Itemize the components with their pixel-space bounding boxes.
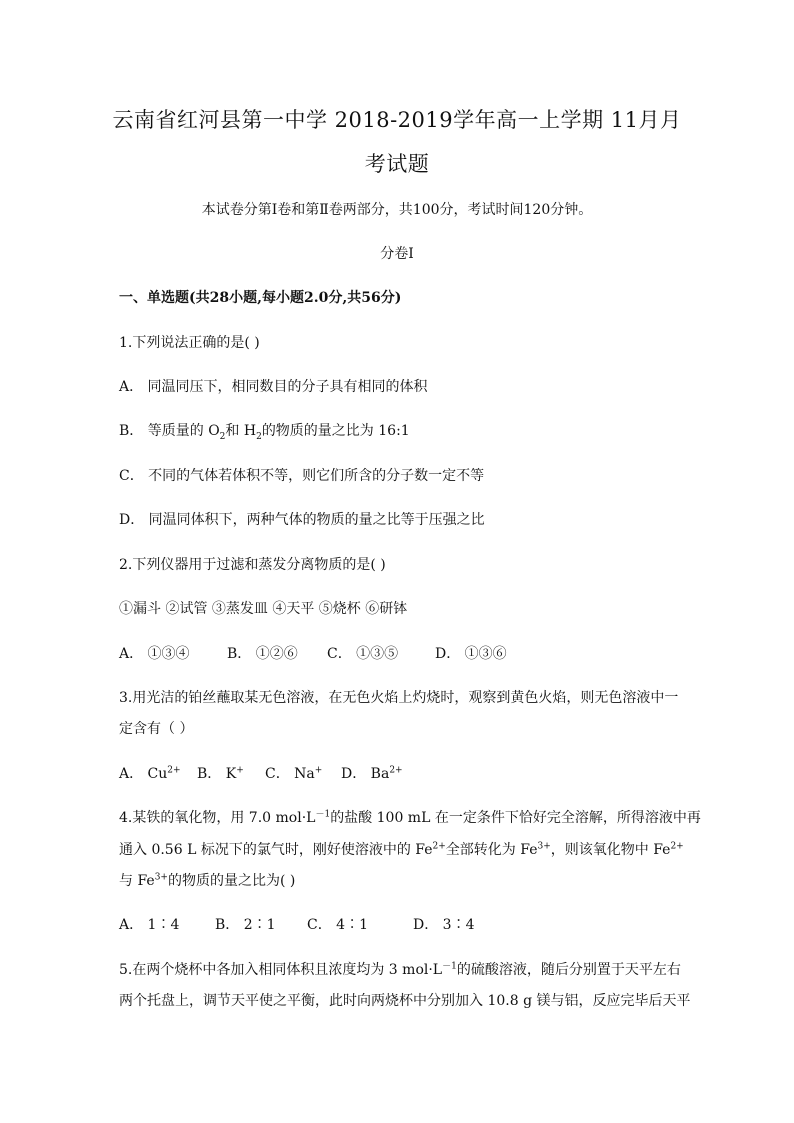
q3-b-text: B． K <box>197 766 237 782</box>
q1-b-pre: B． 等质量的 O <box>119 423 220 439</box>
q1-option-d: D． 同温同体积下，两种气体的物质的量之比等于压强之比 <box>119 512 485 528</box>
q1-stem: 1.下列说法正确的是( ) <box>119 335 260 351</box>
q3-option-c <box>265 764 341 784</box>
q4-l1-sup: －1 <box>315 809 331 820</box>
q3-d-text: D． Ba <box>341 766 390 782</box>
q4-l2-sup1: 2+ <box>432 841 446 852</box>
q4-option-d: D． 3∶4 <box>413 917 475 933</box>
q2-option-d: D． ①③⑥ <box>435 646 507 662</box>
q3-d-sup: 2+ <box>389 765 403 776</box>
exam-title-line2: 考试题 <box>364 152 430 176</box>
q4-l2-pre: 通入 0.56 L 标况下的氯气时，刚好使溶液中的 Fe <box>119 842 433 858</box>
q1-b-sub2: 2 <box>256 431 262 442</box>
q3-a-sup: 2+ <box>167 765 181 776</box>
q3-options <box>119 764 403 784</box>
q2-option-c: C． ①③⑤ <box>327 646 399 662</box>
q1-b-post: 的物质的量之比为 16:1 <box>261 423 410 439</box>
q3-c-sup: + <box>314 765 323 776</box>
q1-b-sub1: 2 <box>219 431 226 442</box>
q4-l3-pre: 与 Fe <box>119 873 155 889</box>
q4-option-a: A． 1∶4 <box>119 917 180 933</box>
q3-b-sup: + <box>236 765 244 776</box>
q3-a-text: A． Cu <box>119 766 168 782</box>
q3-stem-line2: 定含有（ ） <box>119 721 194 737</box>
q4-options <box>119 915 475 935</box>
exam-intro: 本试卷分第Ⅰ卷和第Ⅱ卷两部分，共100分，考试时间120分钟。 <box>201 202 593 218</box>
q3-c-text: C． Na <box>265 766 315 782</box>
q3-option-b <box>197 764 265 784</box>
q4-l1-post: 的盐酸 100 mL 在一定条件下恰好完全溶解，所得溶液中再 <box>330 810 701 826</box>
q4-line3 <box>119 871 295 891</box>
q4-l2-post: ，则该氧化物中 Fe <box>550 842 671 858</box>
q4-l1-pre: 4.某铁的氧化物，用 7.0 mol·L <box>119 810 316 826</box>
q5-l1-sup: －1 <box>442 961 457 972</box>
q4-line2 <box>119 840 684 860</box>
q4-l3-sup: 3+ <box>154 872 168 883</box>
q4-option-c: C． 4∶1 <box>307 917 368 933</box>
q1-option-b <box>119 421 410 441</box>
q2-items: ①漏斗 ②试管 ③蒸发皿 ④天平 ⑤烧杯 ⑥研钵 <box>119 601 408 617</box>
q2-option-a: A． ①③④ <box>119 646 190 662</box>
q4-line1 <box>119 808 701 828</box>
q5-line1 <box>119 960 681 980</box>
q4-l2-sup3: 2+ <box>670 841 684 852</box>
q3-option-d <box>341 764 403 784</box>
q1-b-mid: 和 H <box>225 423 257 439</box>
q1-option-c: C． 不同的气体若体积不等，则它们所含的分子数一定不等 <box>119 468 485 484</box>
q5-l1-post: 的硫酸溶液，随后分别置于天平左右 <box>456 962 681 978</box>
exam-title-line1: 云南省红河县第一中学 2018-2019学年高一上学期 11月月 <box>112 108 682 132</box>
q5-l1-pre: 5.在两个烧杯中各加入相同体积且浓度均为 3 mol·L <box>119 962 443 978</box>
q2-stem: 2.下列仪器用于过滤和蒸发分离物质的是( ) <box>119 557 386 573</box>
q2-option-b: B． ①②⑥ <box>227 646 298 662</box>
part-heading: 一、单选题(共28小题,每小题2.0分,共56分) <box>119 290 402 306</box>
q5-line2: 两个托盘上，调节天平使之平衡，此时向两烧杯中分别加入 10.8 g 镁与铝，反应完毕后天平 <box>119 993 691 1009</box>
section-label: 分卷I <box>380 246 414 262</box>
q4-l2-sup2: 3+ <box>537 841 551 852</box>
q3-stem-line1: 3.用光洁的铂丝蘸取某无色溶液，在无色火焰上灼烧时，观察到黄色火焰，则无色溶液中一 <box>119 690 679 706</box>
q4-l2-mid: 全部转化为 Fe <box>445 842 538 858</box>
q2-options <box>119 644 507 664</box>
q4-option-b: B． 2∶1 <box>215 917 276 933</box>
q3-option-a <box>119 764 197 784</box>
q1-option-a: A． 同温同压下，相同数目的分子具有相同的体积 <box>119 379 428 395</box>
q4-l3-post: 的物质的量之比为( ) <box>167 873 296 889</box>
